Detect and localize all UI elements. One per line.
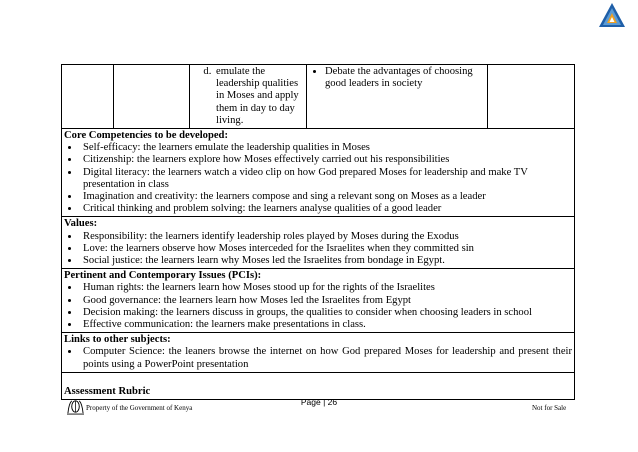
section-row [62,129,575,217]
section-heading: Assessment Rubric [64,385,151,397]
section-cell [62,129,575,217]
list-item: • Love: the learners observe how Moses interceded for the Israelites when they committed sin [80,243,572,255]
section-heading: Pertinent and Contemporary Issues (PCIs): [64,270,262,282]
list-item: • Self-efficacy: the learners emulate the leadership qualities in Moses [80,142,572,154]
list-item: • Good governance: the learners learn how Moses led the Israelites from Egypt [80,295,572,307]
list-item: • Effective communication: the learners make presentations in class. [80,319,572,331]
page-number: Page | 26 [300,397,338,407]
list-item: • Decision making: the learners discuss in groups, the qualities to consider when choosing leaders in school [80,307,572,319]
section-cell [62,217,575,269]
assessment-item: • Debate the advantages of choosing good leaders in society [325,66,485,90]
list-item: • Critical thinking and problem solving: the learners analyse qualities of a good leader [80,203,572,215]
section-cell [62,372,575,399]
section-list [64,346,572,370]
section-list [64,142,572,215]
list-item: • Imagination and creativity: the learners compose and sing a relevant song on Moses as a leader [80,191,572,203]
section-row [62,333,575,373]
outcome-d: d. emulate the leadership qualities in Moses and apply them in day to day living. [214,66,304,127]
list-item: • Citizenship: the learners explore how Moses effectively carried out his responsibilities [80,154,572,166]
section-row [62,269,575,333]
assessment-question-cell [307,65,488,129]
activity-row [62,65,575,129]
list-item: • Human rights: the learners learn how Moses stood up for the rights of the Israelites [80,282,572,294]
empty-cell-5 [488,65,575,129]
list-item: • Digital literacy: the learners watch a video clip on how God prepared Moses for leadership and make TV presentation in class [80,167,572,191]
section-list [64,282,572,331]
lesson-table [61,64,575,400]
section-row [62,372,575,399]
section-cell [62,333,575,373]
list-item: • Social justice: the learners learn why Moses led the Israelites from bondage in Egypt. [80,255,572,267]
sections-body [62,129,575,400]
section-heading: Links to other subjects: [64,334,171,346]
section-cell [62,269,575,333]
empty-cell-2 [114,65,190,129]
section-heading: Core Competencies to be developed: [64,130,228,142]
footer-not-for-sale: Not for Sale [532,404,567,412]
section-heading: Values: [64,218,98,230]
list-item: • Computer Science: the leaners browse the internet on how God prepared Moses for leadership and present their points using a PowerPoint presentation [80,346,572,370]
section-list [64,231,572,268]
learning-outcome-cell [190,65,307,129]
kicd-logo-icon [598,2,626,28]
list-item: • Responsibility: the learners identify leadership roles played by Moses during the Exodus [80,231,572,243]
empty-cell-1 [62,65,114,129]
section-row [62,217,575,269]
footer-property-text: Property of the Government of Kenya [86,404,193,412]
